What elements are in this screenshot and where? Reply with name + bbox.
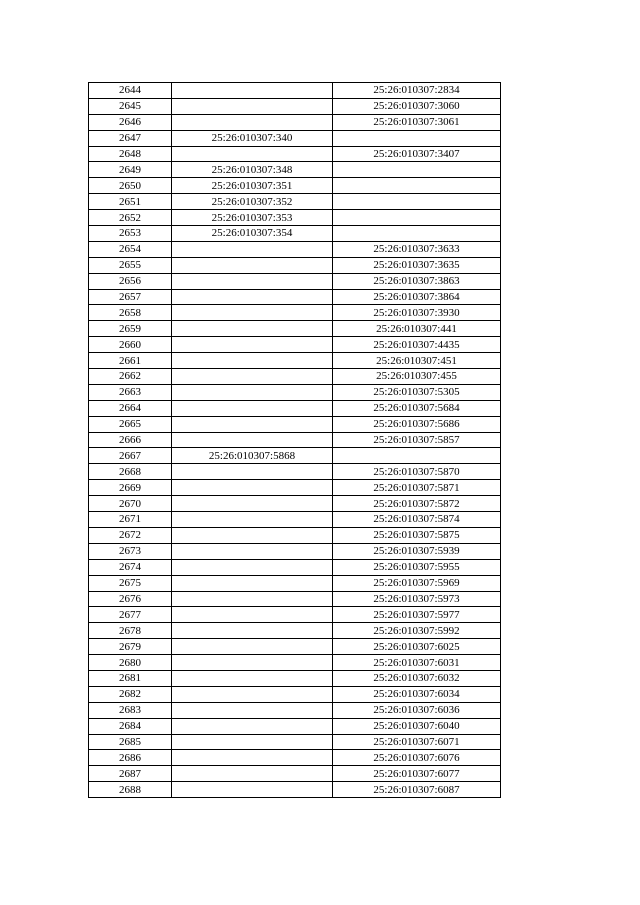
table-row <box>89 718 501 734</box>
table-row <box>89 178 501 194</box>
table-row <box>89 305 501 321</box>
cadastral-number-cell-a: 25:26:010307:5868 <box>172 448 333 464</box>
row-number-cell: 2661 <box>89 353 172 369</box>
cadastral-number-cell-a <box>172 305 333 321</box>
cadastral-number-cell-a <box>172 289 333 305</box>
cadastral-number-cell-a <box>172 543 333 559</box>
cadastral-number-table <box>88 82 501 798</box>
row-number-cell: 2671 <box>89 512 172 528</box>
cadastral-number-cell-b: 25:26:010307:6071 <box>333 734 501 750</box>
row-number-cell: 2684 <box>89 718 172 734</box>
row-number-cell: 2676 <box>89 591 172 607</box>
cadastral-number-cell-b: 25:26:010307:6036 <box>333 702 501 718</box>
table-row <box>89 226 501 242</box>
cadastral-number-cell-a <box>172 750 333 766</box>
row-number-cell: 2674 <box>89 559 172 575</box>
row-number-cell: 2660 <box>89 337 172 353</box>
row-number-cell: 2685 <box>89 734 172 750</box>
row-number-cell: 2678 <box>89 623 172 639</box>
row-number-cell: 2651 <box>89 194 172 210</box>
cadastral-number-cell-b: 25:26:010307:6025 <box>333 639 501 655</box>
cadastral-number-cell-b: 25:26:010307:5973 <box>333 591 501 607</box>
cadastral-number-cell-b: 25:26:010307:5874 <box>333 512 501 528</box>
table-row <box>89 241 501 257</box>
cadastral-number-cell-a: 25:26:010307:351 <box>172 178 333 194</box>
cadastral-number-cell-b: 25:26:010307:5955 <box>333 559 501 575</box>
row-number-cell: 2665 <box>89 416 172 432</box>
cadastral-number-cell-b: 25:26:010307:6040 <box>333 718 501 734</box>
table-row <box>89 512 501 528</box>
cadastral-number-cell-a <box>172 337 333 353</box>
cadastral-number-cell-b <box>333 194 501 210</box>
table-row <box>89 400 501 416</box>
table-row <box>89 98 501 114</box>
table-row <box>89 750 501 766</box>
cadastral-number-cell-a <box>172 782 333 798</box>
cadastral-number-cell-b: 25:26:010307:5305 <box>333 384 501 400</box>
cadastral-number-cell-a <box>172 766 333 782</box>
table-row <box>89 337 501 353</box>
cadastral-number-cell-a <box>172 416 333 432</box>
cadastral-number-cell-a: 25:26:010307:348 <box>172 162 333 178</box>
cadastral-number-cell-b: 25:26:010307:5969 <box>333 575 501 591</box>
cadastral-number-cell-a <box>172 575 333 591</box>
cadastral-number-cell-b: 25:26:010307:5992 <box>333 623 501 639</box>
table-row <box>89 416 501 432</box>
table-row <box>89 480 501 496</box>
table-row <box>89 543 501 559</box>
cadastral-number-cell-b: 25:26:010307:3635 <box>333 257 501 273</box>
row-number-cell: 2648 <box>89 146 172 162</box>
table-row <box>89 527 501 543</box>
cadastral-number-cell-a <box>172 321 333 337</box>
cadastral-number-cell-a <box>172 718 333 734</box>
row-number-cell: 2666 <box>89 432 172 448</box>
cadastral-number-cell-a <box>172 146 333 162</box>
cadastral-number-cell-b: 25:26:010307:3060 <box>333 98 501 114</box>
table-row <box>89 162 501 178</box>
cadastral-number-cell-b: 25:26:010307:4435 <box>333 337 501 353</box>
row-number-cell: 2683 <box>89 702 172 718</box>
row-number-cell: 2681 <box>89 670 172 686</box>
cadastral-number-cell-a <box>172 114 333 130</box>
row-number-cell: 2662 <box>89 369 172 385</box>
row-number-cell: 2680 <box>89 655 172 671</box>
table-row <box>89 702 501 718</box>
cadastral-number-cell-a <box>172 559 333 575</box>
table-row <box>89 194 501 210</box>
cadastral-number-cell-b: 25:26:010307:2834 <box>333 83 501 99</box>
row-number-cell: 2668 <box>89 464 172 480</box>
cadastral-number-cell-b: 25:26:010307:5686 <box>333 416 501 432</box>
cadastral-number-cell-b: 25:26:010307:6077 <box>333 766 501 782</box>
cadastral-number-cell-b <box>333 130 501 146</box>
row-number-cell: 2659 <box>89 321 172 337</box>
row-number-cell: 2673 <box>89 543 172 559</box>
table-row <box>89 448 501 464</box>
cadastral-number-cell-b: 25:26:010307:6087 <box>333 782 501 798</box>
cadastral-number-cell-a <box>172 400 333 416</box>
cadastral-number-cell-b: 25:26:010307:6032 <box>333 670 501 686</box>
cadastral-number-cell-b: 25:26:010307:441 <box>333 321 501 337</box>
row-number-cell: 2677 <box>89 607 172 623</box>
cadastral-number-cell-a <box>172 257 333 273</box>
cadastral-number-cell-a <box>172 369 333 385</box>
cadastral-number-cell-a <box>172 734 333 750</box>
table-row <box>89 432 501 448</box>
row-number-cell: 2679 <box>89 639 172 655</box>
cadastral-number-cell-a <box>172 639 333 655</box>
cadastral-number-cell-b <box>333 210 501 226</box>
table-row <box>89 782 501 798</box>
row-number-cell: 2686 <box>89 750 172 766</box>
row-number-cell: 2653 <box>89 226 172 242</box>
cadastral-number-cell-b: 25:26:010307:3633 <box>333 241 501 257</box>
cadastral-number-cell-a: 25:26:010307:354 <box>172 226 333 242</box>
cadastral-number-cell-a <box>172 480 333 496</box>
cadastral-number-cell-a <box>172 241 333 257</box>
cadastral-number-cell-b: 25:26:010307:5870 <box>333 464 501 480</box>
cadastral-number-cell-a <box>172 353 333 369</box>
cadastral-number-cell-b <box>333 178 501 194</box>
table-row <box>89 353 501 369</box>
table-row <box>89 464 501 480</box>
cadastral-number-cell-a <box>172 686 333 702</box>
cadastral-number-cell-a <box>172 702 333 718</box>
cadastral-number-cell-a <box>172 83 333 99</box>
table-row <box>89 670 501 686</box>
cadastral-number-cell-b: 25:26:010307:6031 <box>333 655 501 671</box>
table-row <box>89 321 501 337</box>
cadastral-number-cell-a <box>172 464 333 480</box>
row-number-cell: 2667 <box>89 448 172 464</box>
row-number-cell: 2646 <box>89 114 172 130</box>
cadastral-number-cell-b: 25:26:010307:5684 <box>333 400 501 416</box>
table-row <box>89 575 501 591</box>
cadastral-number-cell-b: 25:26:010307:451 <box>333 353 501 369</box>
cadastral-number-cell-b: 25:26:010307:3407 <box>333 146 501 162</box>
table-row <box>89 591 501 607</box>
cadastral-number-cell-b: 25:26:010307:6034 <box>333 686 501 702</box>
row-number-cell: 2655 <box>89 257 172 273</box>
table-row <box>89 273 501 289</box>
cadastral-number-cell-a <box>172 623 333 639</box>
cadastral-number-cell-a <box>172 384 333 400</box>
table-row <box>89 734 501 750</box>
cadastral-number-cell-b <box>333 448 501 464</box>
table-row <box>89 384 501 400</box>
cadastral-number-cell-b: 25:26:010307:5872 <box>333 496 501 512</box>
cadastral-number-cell-b: 25:26:010307:3864 <box>333 289 501 305</box>
cadastral-number-cell-a <box>172 591 333 607</box>
table-row <box>89 289 501 305</box>
row-number-cell: 2682 <box>89 686 172 702</box>
cadastral-number-cell-a <box>172 607 333 623</box>
cadastral-number-cell-a: 25:26:010307:352 <box>172 194 333 210</box>
row-number-cell: 2688 <box>89 782 172 798</box>
cadastral-number-cell-b: 25:26:010307:3930 <box>333 305 501 321</box>
cadastral-number-cell-b: 25:26:010307:5871 <box>333 480 501 496</box>
cadastral-number-cell-a <box>172 512 333 528</box>
table-body <box>89 83 501 798</box>
row-number-cell: 2657 <box>89 289 172 305</box>
row-number-cell: 2664 <box>89 400 172 416</box>
table-row <box>89 146 501 162</box>
table-row <box>89 257 501 273</box>
row-number-cell: 2656 <box>89 273 172 289</box>
table-row <box>89 559 501 575</box>
cadastral-number-cell-b: 25:26:010307:3061 <box>333 114 501 130</box>
row-number-cell: 2672 <box>89 527 172 543</box>
table-row <box>89 655 501 671</box>
cadastral-number-cell-a <box>172 670 333 686</box>
row-number-cell: 2670 <box>89 496 172 512</box>
table-row <box>89 114 501 130</box>
table-row <box>89 130 501 146</box>
table-row <box>89 496 501 512</box>
cadastral-number-cell-a <box>172 655 333 671</box>
table-row <box>89 639 501 655</box>
cadastral-number-cell-b <box>333 226 501 242</box>
row-number-cell: 2644 <box>89 83 172 99</box>
row-number-cell: 2675 <box>89 575 172 591</box>
cadastral-number-cell-a <box>172 496 333 512</box>
cadastral-number-cell-b: 25:26:010307:3863 <box>333 273 501 289</box>
cadastral-number-cell-a: 25:26:010307:353 <box>172 210 333 226</box>
cadastral-number-cell-a: 25:26:010307:340 <box>172 130 333 146</box>
cadastral-number-cell-b: 25:26:010307:5977 <box>333 607 501 623</box>
row-number-cell: 2669 <box>89 480 172 496</box>
row-number-cell: 2649 <box>89 162 172 178</box>
row-number-cell: 2647 <box>89 130 172 146</box>
cadastral-number-cell-b: 25:26:010307:5875 <box>333 527 501 543</box>
cadastral-number-cell-a <box>172 527 333 543</box>
table-row <box>89 623 501 639</box>
cadastral-number-cell-a <box>172 273 333 289</box>
cadastral-number-cell-a <box>172 432 333 448</box>
table-row <box>89 369 501 385</box>
table-row <box>89 210 501 226</box>
table-row <box>89 83 501 99</box>
cadastral-number-cell-b: 25:26:010307:5857 <box>333 432 501 448</box>
cadastral-number-cell-b <box>333 162 501 178</box>
table-row <box>89 686 501 702</box>
table-row <box>89 607 501 623</box>
row-number-cell: 2663 <box>89 384 172 400</box>
table-row <box>89 766 501 782</box>
row-number-cell: 2658 <box>89 305 172 321</box>
row-number-cell: 2652 <box>89 210 172 226</box>
cadastral-number-cell-b: 25:26:010307:5939 <box>333 543 501 559</box>
cadastral-number-cell-b: 25:26:010307:455 <box>333 369 501 385</box>
row-number-cell: 2645 <box>89 98 172 114</box>
cadastral-number-cell-b: 25:26:010307:6076 <box>333 750 501 766</box>
row-number-cell: 2654 <box>89 241 172 257</box>
row-number-cell: 2687 <box>89 766 172 782</box>
row-number-cell: 2650 <box>89 178 172 194</box>
cadastral-number-cell-a <box>172 98 333 114</box>
